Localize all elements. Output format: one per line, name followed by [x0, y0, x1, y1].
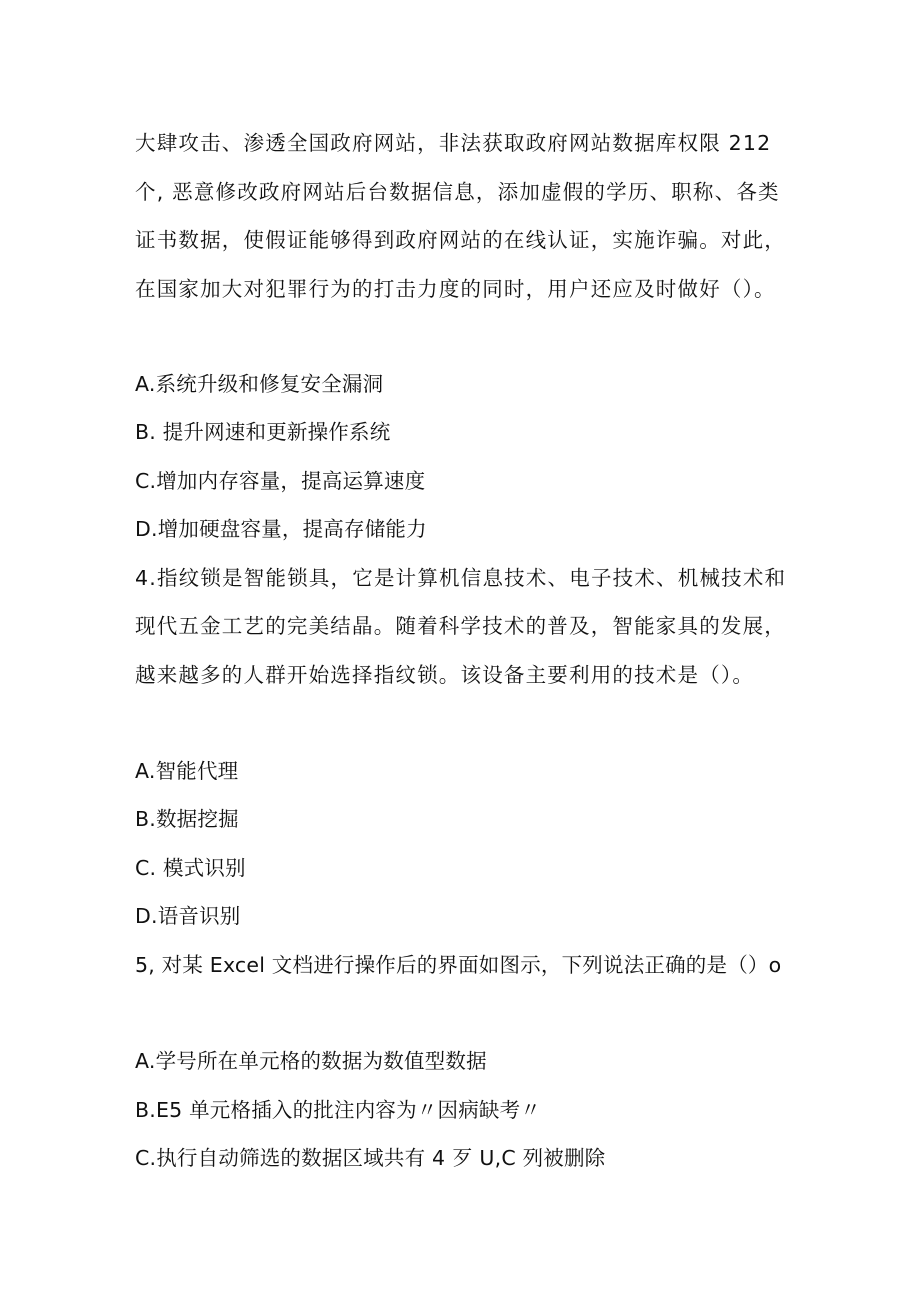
q3-option-c: C.增加内存容量，提高运算速度: [135, 469, 426, 493]
q3-option-b: B. 提升网速和更新操作系统: [135, 420, 391, 444]
q3-option-d: D.增加硬盘容量，提高存储能力: [135, 517, 427, 541]
q4-option-b: B.数据挖掘: [135, 807, 239, 831]
q4-stem-line-3: 越来越多的人群开始选择指纹锁。该设备主要利用的技术是（）。: [135, 663, 755, 687]
q5-stem-line-1: 5, 对某 Excel 文档进行操作后的界面如图示，下列说法正确的是（）o: [135, 953, 782, 977]
q3-stem-line-4: 在国家加大对犯罪行为的打击力度的同时，用户还应及时做好（）。: [135, 277, 776, 301]
q4-stem-line-2: 现代五金工艺的完美结晶。随着科学技术的普及，智能家具的发展，: [135, 614, 786, 638]
q5-option-a: A.学号所在单元格的数据为数值型数据: [135, 1049, 487, 1073]
q5-option-b: B.E5 单元格插入的批注内容为〃因病缺考〃: [135, 1098, 541, 1122]
q4-option-a: A.智能代理: [135, 759, 239, 783]
q3-stem-line-1: 大肆攻击、渗透全国政府网站，非法获取政府网站数据库权限 212: [135, 131, 772, 155]
q4-stem-line-1: 4.指纹锁是智能锁具，它是计算机信息技术、电子技术、机械技术和: [135, 566, 787, 590]
q5-option-c: C.执行自动筛选的数据区域共有 4 歹 U,C 列被删除: [135, 1146, 606, 1170]
q3-option-a: A.系统升级和修复安全漏洞: [135, 372, 384, 396]
q3-stem-line-3: 证书数据，使假证能够得到政府网站的在线认证，实施诈骗。对此，: [135, 228, 786, 252]
q4-option-c: C. 模式识别: [135, 856, 246, 880]
q4-option-d: D.语音识别: [135, 904, 241, 928]
q3-stem-line-2: 个, 恶意修改政府网站后台数据信息，添加虚假的学历、职称、各类: [135, 180, 780, 204]
